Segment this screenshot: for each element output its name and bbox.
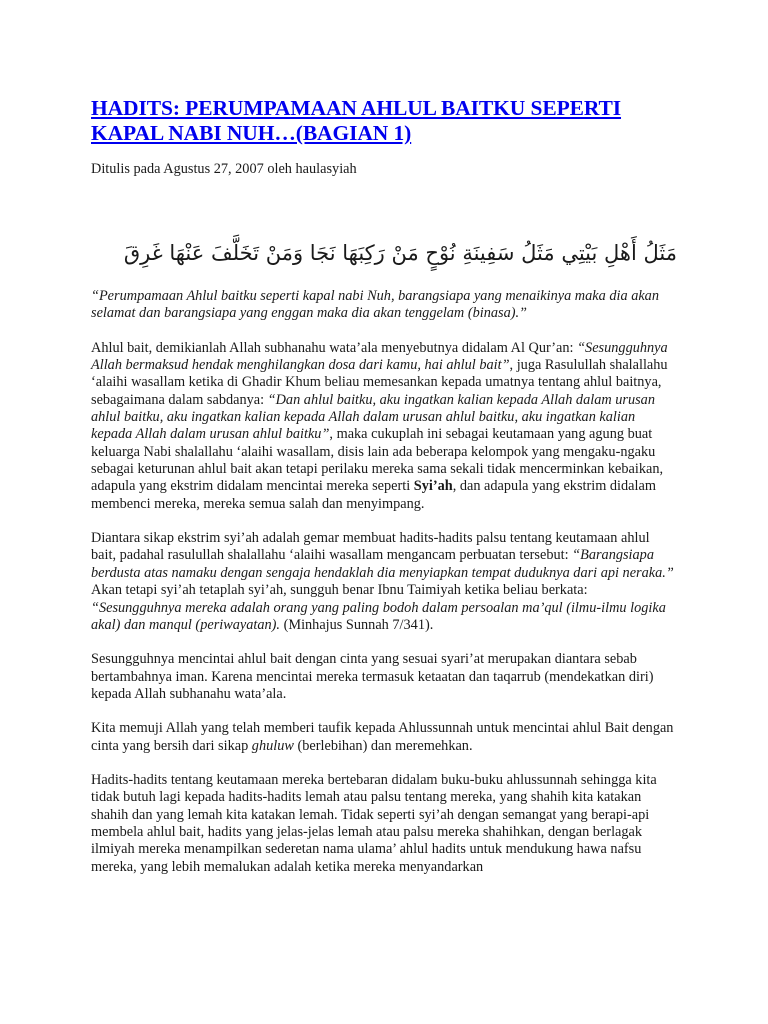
paragraph-syiah: [91, 530, 676, 634]
text-run: (berlebihan) dan meremehkan.: [293, 737, 473, 754]
hadith-translation: [91, 288, 676, 323]
text-run: , juga Rasulullah shalallahu ‘alaihi wasallam ketika di Ghadir Khum beliau memesankan kepada umatnya tentang ahlul baitnya, sebagaimana dalam sabdanya:: [91, 357, 668, 408]
text-run: Sesungguhnya mencintai ahlul bait dengan cinta yang sesuai syari’at merupakan diantara sebab bertambahnya iman. Karena mencintai mereka termasuk ketaatan dan taqarrub (mendekatkan diri) kepada Allah subhanahu wata’ala.: [91, 651, 654, 702]
text-run: Ahlul bait, demikianlah Allah subhanahu wata’ala menyebutnya didalam Al Qur’an:: [91, 339, 578, 356]
arabic-hadith-text: مَثَلُ أَهْلِ بَيْتِي مَثَلُ سَفِينَةِ نُوْحٍ مَنْ رَكِبَهَا نَجَا وَمَنْ تَخَلَّفَ عَنْهَا غَرِقَ: [123, 241, 677, 265]
citation: (Minhajus Sunnah 7/341).: [280, 616, 434, 633]
text-run: Akan tetapi syi’ah tetaplah syi’ah, sungguh benar Ibnu Taimiyah ketika beliau berkata:: [91, 582, 588, 599]
paragraph-mencintai: [91, 651, 676, 703]
text-run: Diantara sikap ekstrim syi’ah adalah gemar membuat hadits-hadits palsu tentang keutamaan ahlul bait, padahal rasulullah shalallahu ‘alaihi wasallam mengancam perbuatan tersebut:: [91, 530, 650, 564]
translation-text: “Perumpamaan Ahlul baitku seperti kapal nabi Nuh, barangsiapa yang menaikinya maka dia akan selamat dan barangsiapa yang enggan maka dia akan tenggelam (binasa).”: [91, 288, 659, 322]
post-title-link[interactable]: HADITS: PERUMPAMAAN AHLUL BAITKU SEPERTI KAPAL NABI NUH…(BAGIAN 1): [91, 96, 622, 145]
quran-quote: “Sesungguhnya Allah bermaksud hendak menghilangkan dosa dari kamu, hai ahlul bait”: [91, 339, 668, 374]
text-run: , dan adapula yang ekstrim didalam membenci mereka, mereka semua salah dan menyimpang.: [91, 478, 656, 512]
paragraph-hadits-hadits: [91, 772, 676, 876]
hadith-quote: “Dan ahlul baitku, aku ingatkan kalian kepada Allah dalam urusan ahlul baitku, aku ingatkan kalian kepada Allah dalam urusan ahlul baitku, aku ingatkan kalian kepada Allah dalam urusan ahlul baitku”: [91, 391, 655, 443]
post-byline: Ditulis pada Agustus 27, 2007 oleh haulasyiah: [91, 161, 357, 177]
ibnu-taimiyah-quote: “Sesungguhnya mereka adalah orang yang paling bodoh dalam persoalan ma’qul (ilmu-ilmu logika akal) dan manqul (periwayatan).: [91, 599, 666, 633]
bold-term: Syi’ah: [413, 478, 453, 495]
text-run: Kita memuji Allah yang telah memberi taufik kepada Ahlussunnah untuk mencintai ahlul Bait dengan cinta yang bersih dari sikap: [91, 720, 674, 754]
paragraph-memuji: [91, 720, 676, 755]
hadith-quote: “Barangsiapa berdusta atas namaku dengan sengaja hendaklah dia menyiapkan tempat duduknya dari api neraka.”: [91, 547, 674, 581]
text-run: Hadits-hadits tentang keutamaan mereka bertebaran didalam buku-buku ahlussunnah sehingga kita tidak butuh lagi kepada hadits-hadits lemah atau palsu tentang mereka, yang shahih kita katakan shahih dan yang lemah kita katakan lemah. Tidak seperti syi’ah dengan semangat yang berapi-api membela ahlul bait, hadits yang jelas-jelas lemah atau palsu mereka shahihkan, dengan berlagak ilmiyah mereka menampilkan sederetan nama ulama’ ahlul hadits untuk mendukung hawa nafsu mereka, yang lebih memalukan adalah ketika mereka menyandarkan: [91, 771, 657, 875]
text-run: , maka cukuplah ini sebagai keutamaan yang agung buat keluarga Nabi shalallahu ‘alaihi wasallam, disis lain ada beberapa kelompok yang mengaku-ngaku sebagai keturunan ahlul bait akan tetapi perilaku mereka sama sekali tidak mencerminkan kebaikan, adapula yang ekstrim didalam mencintai mereka seperti: [91, 426, 664, 495]
paragraph-ahlul-bait: [91, 340, 676, 513]
article: [91, 96, 676, 876]
italic-term: ghuluw: [251, 737, 294, 754]
